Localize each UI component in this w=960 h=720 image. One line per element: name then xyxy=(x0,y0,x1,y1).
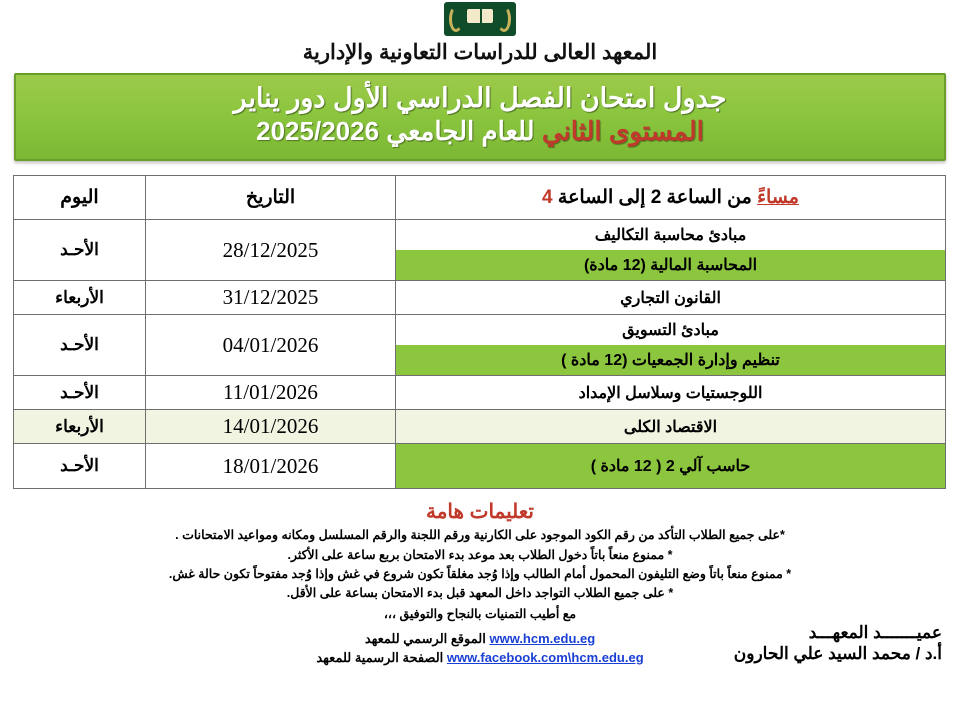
banner-line-1: جدول امتحان الفصل الدراسي الأول دور يناير xyxy=(233,83,727,113)
row-date: 18/01/2026 xyxy=(146,444,396,489)
row-day: الأحـد xyxy=(14,376,146,410)
subject-line: حاسب آلي 2 ( 12 مادة ) xyxy=(396,444,945,488)
institute-facebook-link[interactable]: www.facebook.com\hcm.edu.eg xyxy=(446,649,644,665)
header-time-end: 4 xyxy=(542,187,553,209)
table-row xyxy=(14,281,946,315)
institute-crest-icon xyxy=(444,2,516,36)
institute-logo-wrap xyxy=(0,0,960,36)
open-book-icon xyxy=(467,9,493,23)
instruction-item: *على جميع الطلاب التأكد من رقم الكود الموجود على الكارنية ورقم اللجنة والرقم المسلسل ومكانه ومواعيد الامتحانات . xyxy=(175,528,785,543)
exam-schedule-table xyxy=(13,175,946,489)
row-subjects xyxy=(396,444,946,489)
row-subjects xyxy=(396,281,946,315)
row-day: الأربعاء xyxy=(14,410,146,444)
row-date: 04/01/2026 xyxy=(146,315,396,376)
row-date: 28/12/2025 xyxy=(146,220,396,281)
subject-line: القانون التجاري xyxy=(620,289,721,307)
instructions-list xyxy=(0,526,960,604)
row-subjects xyxy=(396,376,946,410)
banner-level: المستوى الثاني xyxy=(541,116,704,147)
institute-website-link[interactable]: www.hcm.edu.eg xyxy=(489,630,596,646)
institute-website-label: الموقع الرسمي للمعهد xyxy=(364,630,486,646)
banner-line-2-rest: للعام الجامعي xyxy=(379,116,542,147)
exam-schedule-banner xyxy=(14,73,946,161)
good-luck-note: مع أطيب التمنيات بالنجاح والتوفيق ،،، xyxy=(383,606,577,621)
header-time xyxy=(396,176,946,220)
row-day: الأربعاء xyxy=(14,281,146,315)
table-row xyxy=(14,444,946,489)
subject-line: اللوجستيات وسلاسل الإمداد xyxy=(578,384,763,402)
row-subjects xyxy=(396,220,946,281)
subject-line: الاقتصاد الكلى xyxy=(396,412,945,442)
table-row xyxy=(14,410,946,444)
row-subjects xyxy=(396,315,946,376)
subject-line: المحاسبة المالية (12 مادة) xyxy=(396,250,945,280)
dean-title: عميـــــــد المعهـــد xyxy=(808,622,942,642)
banner-academic-year: 2025/2026 xyxy=(256,116,380,147)
row-subjects xyxy=(396,410,946,444)
row-date: 11/01/2026 xyxy=(146,376,396,410)
header-time-rest: من الساعة 2 إلى الساعة xyxy=(552,187,758,209)
row-date: 14/01/2026 xyxy=(146,410,396,444)
row-date: 31/12/2025 xyxy=(146,281,396,315)
header-date: التاريخ xyxy=(146,176,396,220)
row-day: الأحـد xyxy=(14,315,146,376)
instructions-title: تعليمات هامة xyxy=(426,501,534,524)
table-header-row xyxy=(14,176,946,220)
institute-facebook-label: الصفحة الرسمية للمعهد xyxy=(316,649,444,665)
dean-name: أ.د / محمد السيد علي الحارون xyxy=(733,643,942,663)
row-day: الأحـد xyxy=(14,220,146,281)
banner-line-2 xyxy=(26,116,934,147)
wreath-right-icon xyxy=(497,6,511,32)
institute-name: المعهد العالى للدراسات التعاونية والإدارية xyxy=(302,41,658,64)
subject-line: مبادئ محاسبة التكاليف xyxy=(594,227,747,245)
wreath-left-icon xyxy=(449,6,463,32)
header-day: اليوم xyxy=(14,176,146,220)
instruction-item: * على جميع الطلاب التواجد داخل المعهد قبل بدء الامتحان بساعة على الأقل. xyxy=(286,586,674,601)
row-day: الأحـد xyxy=(14,444,146,489)
instruction-item: * ممنوع منعاً باتاً وضع التليفون المحمول أمام الطالب وإذا وُجد مغلقاً تكون شروع في غش وإذا وُجد مفتوحاً تكون حالة غش. xyxy=(168,566,792,581)
table-row xyxy=(14,376,946,410)
subject-line: مبادئ التسويق xyxy=(622,322,719,340)
header-time-prefix: مساءً xyxy=(757,187,799,209)
instruction-item: * ممنوع منعاً باتاً دخول الطلاب بعد موعد بدء الامتحان بربع ساعة على الأكثر. xyxy=(287,547,673,562)
subject-line: تنظيم وإدارة الجمعيات (12 مادة ) xyxy=(396,345,945,375)
table-row xyxy=(14,220,946,281)
table-row xyxy=(14,315,946,376)
